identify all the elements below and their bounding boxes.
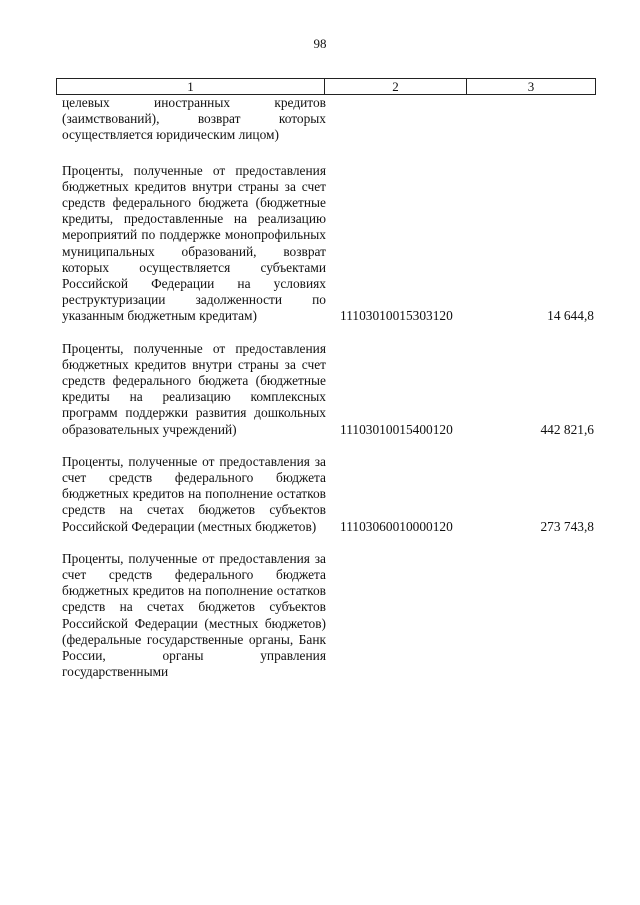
row-amount: 442 821,6 <box>540 421 594 437</box>
row-code: 11103010015400120 <box>340 421 453 437</box>
row-amount: 273 743,8 <box>540 518 594 534</box>
row-description: Проценты, полученные от предоставления за счет средств федерального бюджета бюджетных кредитов на пополнение остатков средств на счетах бюджетов субъектов Российской Федерации (местных бюджетов) (федеральные государственные органы, Банк России, органы управления государственными <box>62 550 326 680</box>
table-body <box>56 95 596 697</box>
page-number: 98 <box>313 36 327 51</box>
table-row <box>56 163 596 325</box>
row-description: Проценты, полученные от предоставления бюджетных кредитов внутри страны за счет средств федерального бюджета (бюджетные кредиты, предоставленные на реализацию мероприятий по поддержке монопрофильных муниципальных образований, возврат которых осуществляется субъектами Российской Федерации на условиях реструктуризации задолженности по указанным бюджетным кредитам) <box>62 162 326 324</box>
row-description: целевых иностранных кредитов (заимствований), возврат которых осуществляется юридическим лицом) <box>62 95 326 143</box>
row-code: 11103060010000120 <box>340 518 453 534</box>
row-description: Проценты, полученные от предоставления бюджетных кредитов внутри страны за счет средств федерального бюджета (бюджетные кредиты на реализацию комплексных программ поддержки развития дошкольных образовательных учреждений) <box>62 340 326 437</box>
table-row <box>56 454 596 535</box>
column-header-1: 1 <box>57 79 325 94</box>
column-header-3: 3 <box>527 79 535 94</box>
row-description: Проценты, полученные от предоставления за счет средств федерального бюджета бюджетных кредитов на пополнение остатков средств на счетах бюджетов субъектов Российской Федерации (местных бюджетов) <box>62 453 326 534</box>
column-header-2: 2 <box>325 79 467 94</box>
row-amount: 14 644,8 <box>547 308 594 324</box>
table-row <box>56 95 596 144</box>
table-header <box>56 78 596 95</box>
row-code: 11103010015303120 <box>340 308 453 324</box>
table-row <box>56 341 596 438</box>
table-row <box>56 551 596 681</box>
